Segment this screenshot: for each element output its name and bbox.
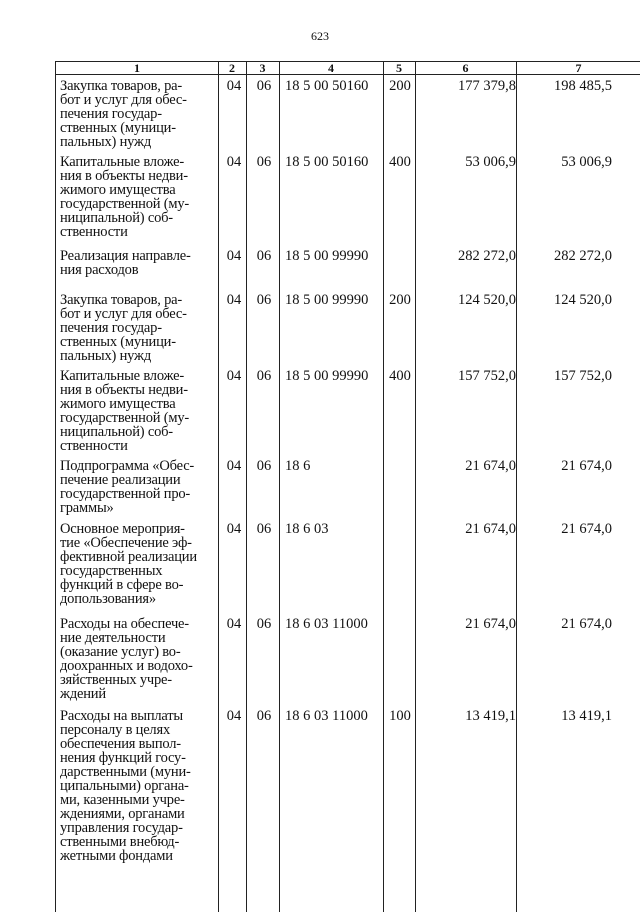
page-number: 623: [311, 29, 329, 43]
amount-year-1: 282 272,0: [458, 248, 516, 264]
column-divider: [218, 62, 219, 912]
row-description-line: ния расходов: [60, 262, 139, 278]
row-description-line: жетными фондами: [60, 848, 173, 864]
row-description-line: ниципальной) соб-: [60, 424, 173, 440]
row-description-line: ждений: [60, 686, 106, 702]
column-divider: [246, 62, 247, 912]
row-description-line: функций в сфере во-: [60, 577, 184, 593]
subsection-code: 06: [256, 458, 272, 474]
expense-type-code: 200: [389, 292, 411, 308]
column-divider: [383, 62, 384, 912]
row-description: [60, 249, 215, 277]
amount-year-2: 21 674,0: [561, 521, 612, 537]
amount-year-1: 21 674,0: [465, 616, 516, 632]
amount-year-2: 13 419,1: [561, 708, 612, 724]
section-code: 04: [226, 368, 242, 384]
subsection-code: 06: [256, 78, 272, 94]
row-description-line: зяйственных учре-: [60, 672, 172, 688]
column-divider: [516, 62, 517, 912]
column-header: 1: [134, 61, 140, 75]
target-article-code: 18 6 03 11000: [285, 708, 368, 724]
amount-year-1: 21 674,0: [465, 521, 516, 537]
section-code: 04: [226, 248, 242, 264]
column-header: 3: [259, 61, 266, 75]
row-description-line: обеспечения выпол-: [60, 736, 181, 752]
row-description: [60, 155, 215, 239]
row-description-line: тие «Обеспечение эф-: [60, 535, 192, 551]
subsection-code: 06: [256, 708, 272, 724]
amount-year-2: 198 485,5: [554, 78, 612, 94]
row-description-line: печения государ-: [60, 106, 162, 122]
subsection-code: 06: [256, 248, 272, 264]
section-code: 04: [226, 708, 242, 724]
amount-year-1: 21 674,0: [465, 458, 516, 474]
row-description-line: фективной реализации: [60, 549, 197, 565]
column-header: 5: [396, 61, 402, 75]
row-description-line: дарственными (муни-: [60, 764, 191, 780]
row-description-line: Закупка товаров, ра-: [60, 78, 183, 94]
row-description-line: пальных) нужд: [60, 348, 151, 364]
row-description-line: бот и услуг для обес-: [60, 92, 187, 108]
amount-year-1: 177 379,8: [458, 78, 516, 94]
target-article-code: 18 5 00 99990: [285, 292, 369, 308]
row-description-line: ния в объекты недви-: [60, 382, 188, 398]
row-description-line: Основное мероприя-: [60, 521, 185, 537]
target-article-code: 18 6 03 11000: [285, 616, 368, 632]
row-description-line: Реализация направле-: [60, 248, 191, 264]
column-header: 2: [229, 61, 235, 75]
column-header: 7: [575, 61, 582, 75]
row-description: [60, 293, 215, 363]
row-description-line: ние деятельности: [60, 630, 166, 646]
row-description-line: доохранных и водохо-: [60, 658, 193, 674]
target-article-code: 18 5 00 50160: [285, 154, 369, 170]
row-description: [60, 522, 215, 606]
row-description-line: (оказание услуг) во-: [60, 644, 181, 660]
row-description-line: Капитальные вложе-: [60, 154, 185, 170]
column-divider: [415, 62, 416, 912]
amount-year-2: 53 006,9: [561, 154, 612, 170]
row-description-line: ми, казенными учре-: [60, 792, 185, 808]
expense-type-code: 400: [389, 154, 411, 170]
expense-type-code: 200: [389, 78, 411, 94]
row-description-line: жимого имущества: [60, 396, 176, 412]
row-description-line: нения функций госу-: [60, 750, 186, 766]
row-description-line: Расходы на выплаты: [60, 708, 183, 724]
target-article-code: 18 6 03: [285, 521, 329, 537]
row-description-line: печения государ-: [60, 320, 162, 336]
amount-year-1: 157 752,0: [458, 368, 516, 384]
row-description-line: Подпрограмма «Обес-: [60, 458, 195, 474]
column-header: 4: [328, 61, 334, 75]
section-code: 04: [226, 521, 242, 537]
amount-year-1: 124 520,0: [458, 292, 516, 308]
row-description: [60, 617, 215, 701]
amount-year-2: 282 272,0: [554, 248, 612, 264]
row-description: [60, 79, 215, 149]
section-code: 04: [226, 292, 242, 308]
row-description-line: печение реализации: [60, 472, 181, 488]
column-header: 6: [462, 61, 469, 75]
row-description-line: Расходы на обеспече-: [60, 616, 189, 632]
expense-type-code: 400: [389, 368, 411, 384]
row-description-line: государственных: [60, 563, 163, 579]
column-divider: [279, 62, 280, 912]
subsection-code: 06: [256, 368, 272, 384]
row-description-line: персоналу в целях: [60, 722, 170, 738]
amount-year-2: 21 674,0: [561, 458, 612, 474]
section-code: 04: [226, 616, 242, 632]
target-article-code: 18 5 00 99990: [285, 248, 369, 264]
target-article-code: 18 6: [285, 458, 311, 474]
row-description-line: ния в объекты недви-: [60, 168, 188, 184]
section-code: 04: [226, 154, 242, 170]
target-article-code: 18 5 00 99990: [285, 368, 369, 384]
row-description-line: Капитальные вложе-: [60, 368, 185, 384]
expense-type-code: 100: [389, 708, 411, 724]
row-description-line: граммы»: [60, 500, 114, 516]
row-description-line: ственных (муници-: [60, 334, 176, 350]
amount-year-1: 53 006,9: [465, 154, 516, 170]
subsection-code: 06: [256, 292, 272, 308]
row-description-line: бот и услуг для обес-: [60, 306, 187, 322]
row-description-line: государственной (му-: [60, 410, 190, 426]
section-code: 04: [226, 78, 242, 94]
row-description-line: пальных) нужд: [60, 134, 151, 150]
amount-year-2: 124 520,0: [554, 292, 612, 308]
subsection-code: 06: [256, 521, 272, 537]
row-description-line: государственной про-: [60, 486, 191, 502]
row-description-line: допользования»: [60, 591, 156, 607]
row-description-line: ственными внебюд-: [60, 834, 180, 850]
section-code: 04: [226, 458, 242, 474]
row-description-line: жимого имущества: [60, 182, 176, 198]
row-description-line: ждениями, органами: [60, 806, 185, 822]
subsection-code: 06: [256, 154, 272, 170]
row-description-line: государственной (му-: [60, 196, 190, 212]
amount-year-2: 157 752,0: [554, 368, 612, 384]
row-description: [60, 459, 215, 515]
row-description-line: ственности: [60, 438, 128, 454]
row-description-line: Закупка товаров, ра-: [60, 292, 183, 308]
amount-year-1: 13 419,1: [465, 708, 516, 724]
row-description-line: управления государ-: [60, 820, 183, 836]
table-header: [56, 62, 640, 75]
row-description-line: ственности: [60, 224, 128, 240]
row-description: [60, 709, 215, 863]
row-description-line: ственных (муници-: [60, 120, 176, 136]
target-article-code: 18 5 00 50160: [285, 78, 369, 94]
budget-table: [55, 61, 640, 912]
row-description-line: ципальными) органа-: [60, 778, 189, 794]
subsection-code: 06: [256, 616, 272, 632]
row-description-line: ниципальной) соб-: [60, 210, 173, 226]
amount-year-2: 21 674,0: [561, 616, 612, 632]
row-description: [60, 369, 215, 453]
